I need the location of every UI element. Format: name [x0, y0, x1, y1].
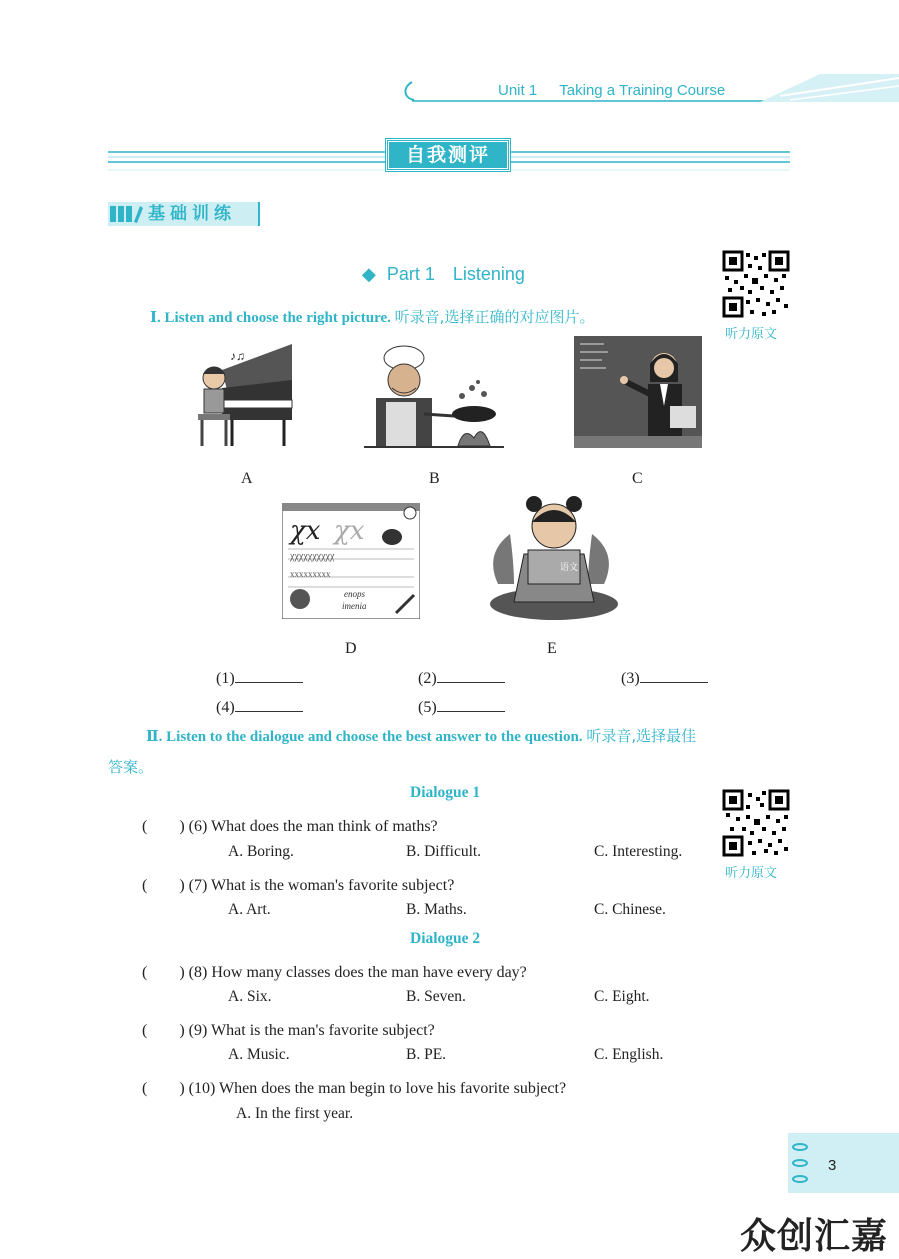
- option-b: B. Seven.: [406, 988, 466, 1005]
- option-a: A. In the first year.: [236, 1105, 354, 1122]
- option-b: B. Maths.: [406, 901, 467, 918]
- option-a: A. Art.: [228, 901, 271, 918]
- page-number: 3: [828, 1157, 837, 1174]
- picture-label-e: E: [547, 640, 557, 657]
- question-text: What is the man's favorite subject?: [211, 1022, 435, 1039]
- part1-instruction-cn: 听录音,选择正确的对应图片。: [394, 308, 595, 326]
- part2-instruction-en: Ⅱ. Listen to the dialogue and choose the best answer to the question.: [146, 729, 583, 745]
- blank-number: (3): [621, 670, 640, 687]
- option-c: C. Chinese.: [594, 901, 666, 918]
- blank-number: (1): [216, 670, 235, 687]
- part1-instruction: [150, 306, 594, 327]
- piano-boy-illustration: [192, 340, 296, 448]
- qr-label-1: 听力原文: [725, 327, 778, 342]
- svg-text:♪♫: ♪♫: [230, 349, 245, 363]
- picture-label-a: A: [241, 470, 253, 487]
- teacher-illustration: [574, 336, 702, 448]
- qr-code-icon: [722, 250, 790, 318]
- banner-title: 自我测评: [405, 144, 490, 166]
- section-title: 基础训练: [148, 204, 236, 224]
- part-heading: [362, 260, 525, 286]
- picture-label-b: B: [429, 470, 440, 487]
- binding-rings-icon: [788, 1133, 814, 1193]
- blank-line: [235, 697, 303, 712]
- question-8: [142, 959, 527, 982]
- option-a: A. Six.: [228, 988, 272, 1005]
- option-a: A. Music.: [228, 1046, 290, 1063]
- svg-text:语文: 语文: [560, 562, 579, 572]
- question-text: What does the man think of maths?: [211, 818, 438, 835]
- qr-code-1[interactable]: [722, 250, 790, 318]
- answer-blank-1[interactable]: [216, 668, 303, 688]
- dialogue-2-title: Dialogue 2: [410, 930, 481, 947]
- option-c: C. Interesting.: [594, 843, 683, 860]
- qr-code-2[interactable]: [722, 789, 790, 857]
- blank-line: [640, 668, 708, 683]
- question-7: [142, 872, 454, 895]
- blank-number: (2): [418, 670, 437, 687]
- section-header: [108, 202, 260, 226]
- part-title: Part 1 Listening: [386, 264, 525, 284]
- diamond-icon: ◆: [362, 264, 376, 284]
- part2-instruction-cn: 听录音,选择最佳: [586, 727, 697, 745]
- answer-paren[interactable]: ( ): [142, 1080, 185, 1097]
- picture-d: [282, 503, 420, 619]
- svg-text:xxxxxxxxx: xxxxxxxxx: [290, 569, 331, 579]
- option-b: B. Difficult.: [406, 843, 482, 860]
- qr-code-icon: [722, 789, 790, 857]
- picture-label-c: C: [632, 470, 643, 487]
- girl-reading-illustration: [484, 494, 618, 622]
- answer-blank-3[interactable]: [621, 668, 708, 688]
- question-number: (9): [188, 1022, 208, 1039]
- answer-paren[interactable]: ( ): [142, 964, 185, 981]
- answer-paren[interactable]: ( ): [142, 818, 185, 835]
- picture-c: [574, 336, 702, 448]
- svg-text:χx: χx: [290, 516, 321, 546]
- picture-label-d: D: [345, 640, 357, 657]
- blank-line: [235, 668, 303, 683]
- qr-label-2: 听力原文: [725, 866, 778, 881]
- question-number: (6): [188, 818, 208, 835]
- svg-text:enops: enops: [344, 589, 365, 599]
- header-unit: Unit 1: [498, 82, 538, 99]
- question-9: [142, 1017, 435, 1040]
- question-6: [142, 813, 438, 836]
- page-number-tab: [788, 1133, 899, 1193]
- blank-line: [437, 668, 505, 683]
- blank-number: (4): [216, 699, 235, 716]
- chef-illustration: [364, 342, 504, 448]
- answer-blank-2[interactable]: [418, 668, 505, 688]
- option-c: C. Eight.: [594, 988, 650, 1005]
- question-text: When does the man begin to love his favorite subject?: [219, 1080, 567, 1097]
- question-text: What is the woman's favorite subject?: [211, 877, 455, 894]
- banner-box: [386, 139, 510, 171]
- blank-number: (5): [418, 699, 437, 716]
- question-number: (8): [188, 964, 208, 981]
- answer-blank-4[interactable]: [216, 697, 303, 717]
- svg-text:χx: χx: [334, 516, 365, 546]
- picture-a: [192, 340, 296, 448]
- option-a: A. Boring.: [228, 843, 294, 860]
- question-text: How many classes does the man have every day?: [211, 964, 527, 981]
- picture-b: [364, 342, 504, 448]
- picture-e: [484, 494, 618, 622]
- answer-paren[interactable]: ( ): [142, 1022, 185, 1039]
- option-b: B. PE.: [406, 1046, 447, 1063]
- question-10: [142, 1075, 566, 1098]
- watermark: 众创汇嘉: [740, 1216, 889, 1257]
- dialogue-1-title: Dialogue 1: [410, 784, 481, 801]
- header-course: Taking a Training Course: [559, 82, 726, 99]
- svg-text:χχχχχχχχχχ: χχχχχχχχχχ: [290, 551, 335, 562]
- question-number: (10): [188, 1080, 216, 1097]
- answer-blank-5[interactable]: [418, 697, 505, 717]
- part2-instruction: [146, 725, 696, 746]
- book-icon: [108, 202, 144, 226]
- part1-instruction-en: Ⅰ. Listen and choose the right picture.: [150, 310, 391, 326]
- svg-text:imenia: imenia: [342, 601, 367, 611]
- question-number: (7): [188, 877, 208, 894]
- header-title: [498, 82, 725, 99]
- blank-line: [437, 697, 505, 712]
- part2-instruction-cont: 答案。: [108, 758, 154, 776]
- answer-paren[interactable]: ( ): [142, 877, 185, 894]
- handwriting-illustration: [282, 503, 420, 619]
- option-c: C. English.: [594, 1046, 664, 1063]
